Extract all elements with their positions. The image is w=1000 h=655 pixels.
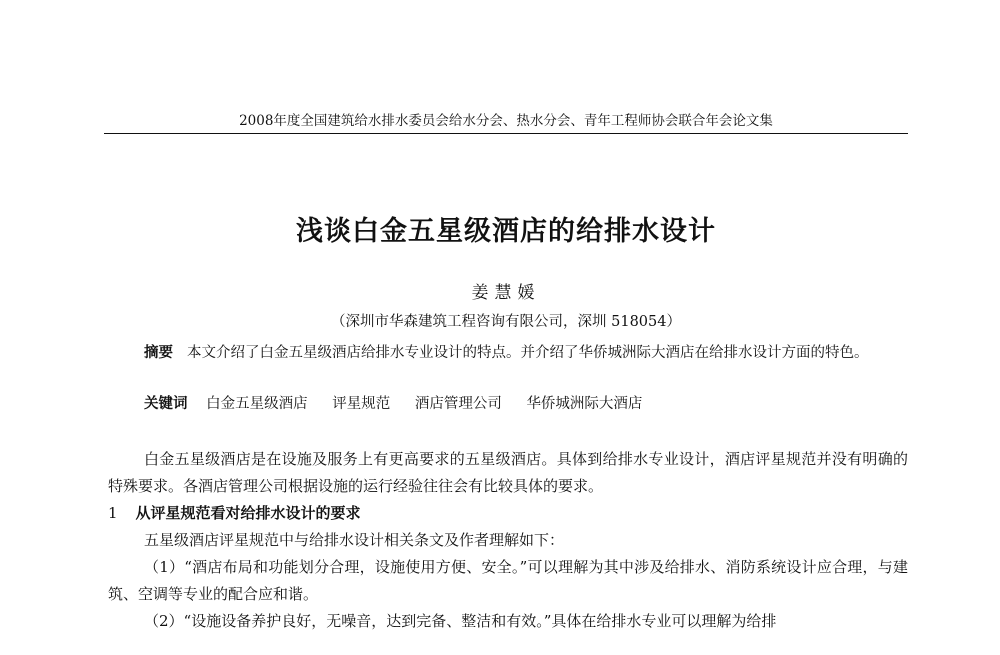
running-header: 2008年度全国建筑给水排水委员会给水分会、热水分会、青年工程师协会联合年会论文集 — [239, 113, 773, 129]
abstract-label: 摘要 — [144, 345, 173, 361]
section-number: 1 — [108, 504, 118, 522]
intro-paragraph: 白金五星级酒店是在设施及服务上有更高要求的五星级酒店。具体到给排水专业设计，酒店评星规范并没有明确的特殊要求。各酒店管理公司根据设施的运行经验往往会有比较具体的要求。 — [108, 450, 908, 495]
paragraph: （2）“设施设备养护良好，无噪音，达到完备、整洁和有效。”具体在给排水专业可以理解为给排 — [144, 612, 777, 630]
abstract — [108, 342, 908, 365]
abstract-text: 本文介绍了白金五星级酒店给排水专业设计的特点。并介绍了华侨城洲际大酒店在给排水设计方面的特色。 — [187, 345, 869, 361]
section-title: 从评星规范看对给排水设计的要求 — [135, 504, 361, 522]
author-affiliation: （深圳市华森建筑工程咨询有限公司，深圳 518054） — [331, 314, 681, 330]
body-text — [108, 446, 908, 635]
keyword: 白金五星级酒店 — [206, 396, 308, 412]
keyword: 华侨城洲际大酒店 — [526, 396, 643, 412]
paragraph: （1）“酒店布局和功能划分合理，设施使用方便、安全。”可以理解为其中涉及给排水、消防系统设计应合理，与建筑、空调等专业的配合应和谐。 — [108, 558, 908, 603]
keyword: 酒店管理公司 — [414, 396, 502, 412]
header-rule — [104, 133, 908, 134]
paragraph: 五星级酒店评星规范中与给排水设计相关条文及作者理解如下： — [144, 531, 565, 549]
keyword: 评星规范 — [332, 396, 391, 412]
keywords-label: 关键词 — [144, 396, 188, 412]
section-heading — [108, 500, 908, 527]
author-name: 姜慧媛 — [471, 283, 541, 303]
paper-title: 浅谈白金五星级酒店的给排水设计 — [296, 216, 716, 247]
keywords — [108, 393, 908, 415]
